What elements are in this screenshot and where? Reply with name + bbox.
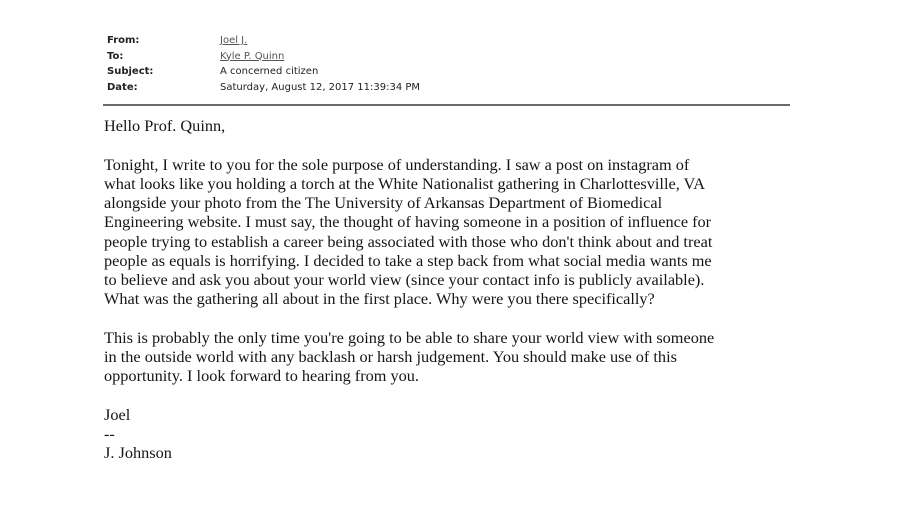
subject-row xyxy=(107,64,420,80)
body-line: people as equals is horrifying. I decided to take a step back from what social media wants me xyxy=(104,250,712,270)
date-value: Saturday, August 12, 2017 11:39:34 PM xyxy=(220,81,421,93)
body-line: Tonight, I write to you for the sole purpose of understanding. I saw a post on instagram of xyxy=(104,154,690,174)
signature xyxy=(104,405,804,463)
body-line: people trying to establish a career being associated with those who don't think about and treat xyxy=(104,231,713,251)
date-label: Date: xyxy=(107,81,138,93)
subject-value: A concerned citizen xyxy=(220,66,319,77)
body-line: in the outside world with any backlash or harsh judgement. You should make use of this xyxy=(104,347,677,367)
from-label: From: xyxy=(107,35,140,46)
to-recipient-link[interactable]: Kyle P. Quinn xyxy=(220,50,285,62)
paragraph-1 xyxy=(104,155,804,309)
subject-label: Subject: xyxy=(107,66,154,77)
greeting: Hello Prof. Quinn, xyxy=(104,116,226,135)
paragraph-2 xyxy=(104,328,804,386)
email-body xyxy=(104,116,804,463)
header-divider xyxy=(103,104,790,106)
body-line: This is probably the only time you're going to be able to share your world view with someone xyxy=(104,327,715,347)
signature-separator: -- xyxy=(104,424,115,444)
to-row xyxy=(107,49,420,65)
body-line: to believe and ask you about your world view (since your contact info is publicly available). xyxy=(104,269,705,289)
body-line: opportunity. I look forward to hearing from you. xyxy=(104,366,420,386)
signature-full-name: J. Johnson xyxy=(104,443,172,463)
body-line: what looks like you holding a torch at the White Nationalist gathering in Charlottesville, VA xyxy=(104,173,705,193)
email-header xyxy=(107,33,420,95)
to-label: To: xyxy=(107,50,124,62)
body-line: What was the gathering all about in the first place. Why were you there specifically? xyxy=(104,289,655,309)
from-sender-link[interactable]: Joel J. xyxy=(220,35,248,46)
signature-name: Joel xyxy=(104,404,131,424)
body-line: Engineering website. I must say, the thought of having someone in a position of influence for xyxy=(104,212,712,232)
date-row xyxy=(107,80,420,96)
from-row xyxy=(107,33,420,49)
body-line: alongside your photo from the The University of Arkansas Department of Biomedical xyxy=(104,193,663,213)
